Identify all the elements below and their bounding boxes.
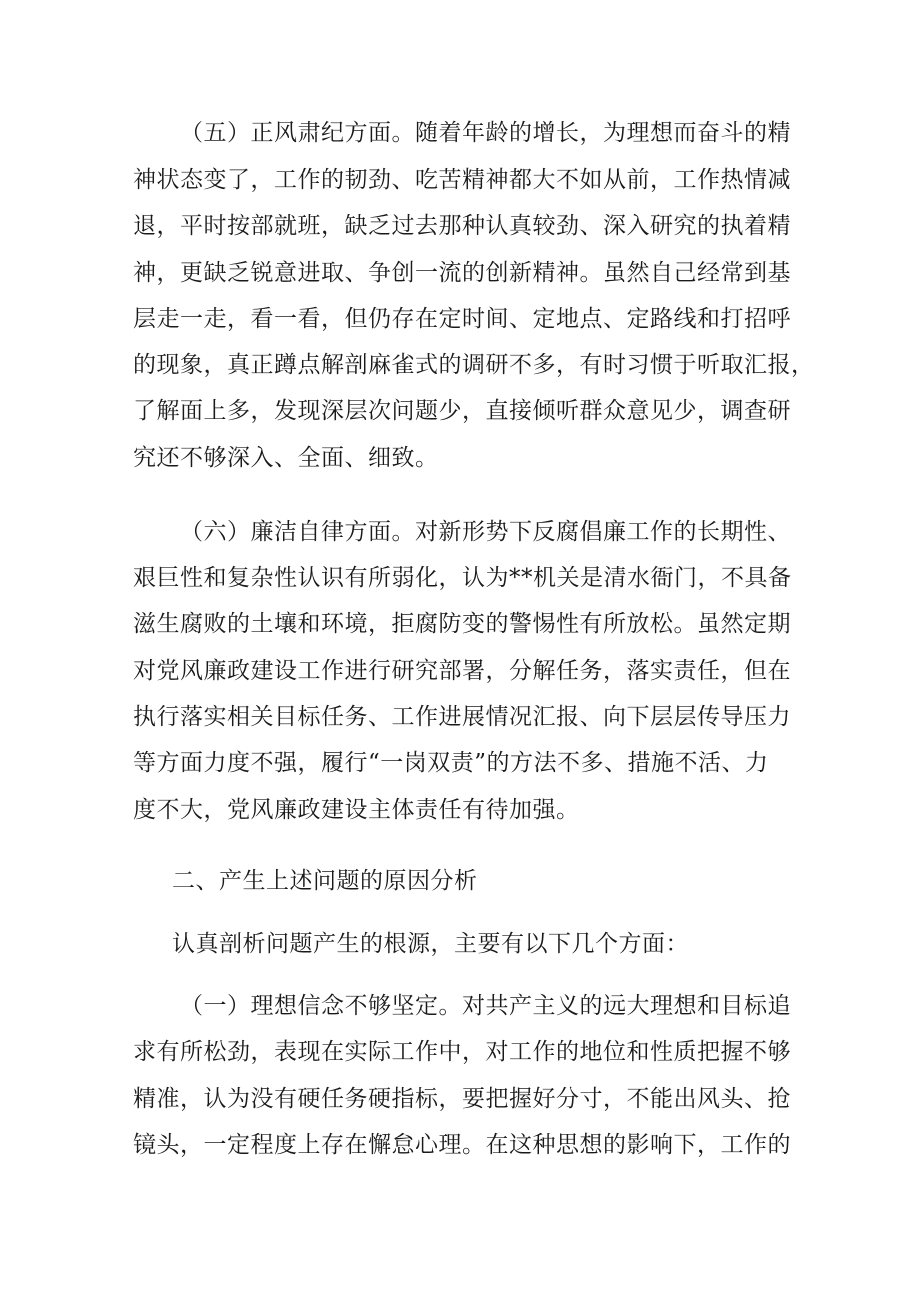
paragraph-5-line-2: 神状态变了，工作的韧劲、吃苦精神都大不如从前，工作热情减: [133, 167, 791, 193]
paragraph-5-line-7: 了解面上多，发现深层次问题少，直接倾听群众意见少，调查研: [133, 398, 791, 424]
paragraph-1-line-2: 求有所松劲，表现在实际工作中，对工作的地位和性质把握不够: [133, 1039, 791, 1065]
paragraph-6-line-7: 度不大，党风廉政建设主体责任有待加强。: [133, 797, 580, 823]
paragraph-1-line-1: （一）理想信念不够坚定。对共产主义的远大理想和目标追: [180, 993, 791, 1019]
paragraph-1-line-4: 镜头，一定程度上存在懈怠心理。在这种思想的影响下，工作的: [133, 1132, 791, 1158]
paragraph-5-line-4: 神，更缺乏锐意进取、争创一流的创新精神。虽然自己经常到基: [133, 260, 791, 286]
paragraph-6-line-1: （六）廉洁自律方面。对新形势下反腐倡廉工作的长期性、: [180, 519, 791, 545]
paragraph-1-line-3: 精准，认为没有硬任务硬指标，要把握好分寸，不能出风头、抢: [133, 1086, 791, 1112]
paragraph-5-line-3: 退，平时按部就班，缺乏过去那种认真较劲、深入研究的执着精: [133, 213, 791, 239]
paragraph-6-line-6: 等方面力度不强，履行“一岗双责”的方法不多、措施不活、力: [133, 750, 769, 776]
paragraph-6-line-2: 艰巨性和复杂性认识有所弱化，认为**机关是清水衙门，不具备: [133, 565, 792, 591]
paragraph-5-line-1: （五）正风肃纪方面。随着年龄的增长，为理想而奋斗的精: [180, 120, 791, 146]
paragraph-5-line-8: 究还不够深入、全面、细致。: [133, 445, 439, 471]
paragraph-5-line-6: 的现象，真正蹲点解剖麻雀式的调研不多，有时习惯于听取汇报，: [133, 352, 815, 378]
paragraph-5-line-5: 层走一走，看一看，但仍存在定时间、定地点、定路线和打招呼: [133, 306, 791, 332]
paragraph-6-line-5: 执行落实相关目标任务、工作进展情况汇报、向下层层传导压力: [133, 704, 791, 730]
section-heading: 二、产生上述问题的原因分析: [172, 868, 478, 894]
paragraph-6-line-4: 对党风廉政建设工作进行研究部署，分解任务，落实责任，但在: [133, 658, 791, 684]
intro-line: 认真剖析问题产生的根源，主要有以下几个方面：: [172, 931, 689, 957]
paragraph-6-line-3: 滋生腐败的土壤和环境，拒腐防变的警惕性有所放松。虽然定期: [133, 611, 791, 637]
